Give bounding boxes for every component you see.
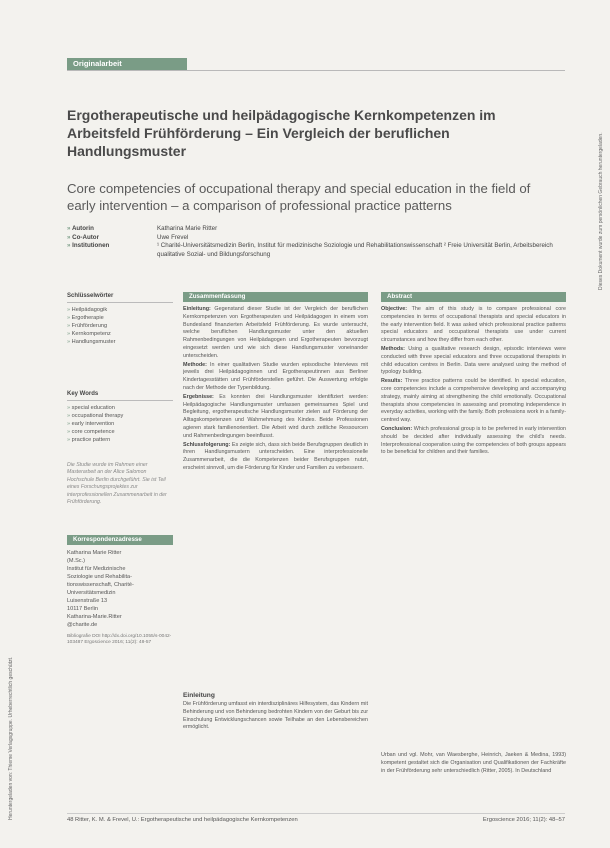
keyword-item: » occupational therapy <box>67 412 173 420</box>
address-line: @charite.de <box>67 622 98 628</box>
keyword-item: » practice pattern <box>67 436 173 444</box>
correspondence-heading: Korrespondenzadresse <box>67 535 173 545</box>
correspondence-box <box>67 535 173 647</box>
address-line: Katharina Marie Ritter <box>67 550 122 556</box>
keyword-item: » Kernkompetenz <box>67 330 173 338</box>
keyword-item: » Heilpädagogik <box>67 306 173 314</box>
article-title-en: Core competencies of occupational therapy and special education in the field of early intervention – a comparison of professional practice patterns <box>67 181 531 213</box>
keyword-item: » Frühförderung <box>67 322 173 330</box>
meta-value: Uwe Frevel <box>157 233 189 241</box>
summary-paragraph: Schlussfolgerung: Es zeigte sich, dass sich beide Berufsgruppen deutlich in ihren Handlungsmustern unterscheiden. Eine interprofessionelle Zusammenarbeit, die die Kompetenzen beider Berufsgruppen nutzt, erscheint sinnvoll, um die Förderung für Kinder und Familien zu verbessern. <box>183 441 368 471</box>
address-line: tionswissenschaft, Charité- <box>67 582 134 588</box>
address-line: (M.Sc.) <box>67 558 86 564</box>
schluesselwoerter-heading: Schlüsselwörter <box>67 292 173 303</box>
correspondence-address <box>67 549 173 647</box>
address-line: Universitätsmedizin <box>67 590 116 596</box>
abstract-paragraph: Results: Three practice patterns could be identified. In special education, core competencies include a comprehensive developing and accompanying strategy, mainly aiming at strengthening the child emotionally. Occupational therapists show competencies in assessing and promoting independence in everyday activities, working with the family. Both professions work in a family-centred way. <box>381 378 566 424</box>
meta-row-institutions <box>67 242 567 259</box>
summary-paragraph: Ergebnisse: Es konnten drei Handlungsmuster identifiziert werden: Heilpädagogische Handlungsmuster umfassen gemeinsames Spiel und Begleitung, ergotherapeutische Handlungsmuster zielen auf Förderung der Alltagskompetenzen und Wahrnehmung des Kindes. Beide Professionen agieren stark familienorientiert. Die Arbeit wird durch zeitliche Ressourcen und Rahmenbedingungen beeinflusst. <box>183 393 368 439</box>
article-title-de: Ergotherapeutische und heilpädagogische Kernkompetenzen im Arbeitsfeld Frühförderung – Ein Vergleich der beruflichen Handlungsmuster <box>67 107 496 159</box>
author-meta <box>67 225 567 259</box>
zusammenfassung-heading: Zusammenfassung <box>183 292 368 302</box>
keyword-item: » Ergotherapie <box>67 314 173 322</box>
keyword-item: » early intervention <box>67 420 173 428</box>
side-text-right: Dieses Dokument wurde zum persönlichen Gebrauch heruntergeladen. <box>598 132 604 290</box>
einleitung-section <box>183 692 368 732</box>
abstract-paragraph: Methods: Using a qualitative research design, episodic interviews were conducted with three special educators and three occupational therapists in child education centres in Berlin. Data were analysed using the method of typology building. <box>381 345 566 376</box>
zusammenfassung-body <box>183 306 368 706</box>
side-text-left: Heruntergeladen von: Thieme Verlagsgruppe. Urheberrechtlich geschützt. <box>8 656 14 820</box>
abstract-paragraph: Objective: The aim of this study is to compare professional core competencies in terms of occupational therapists and special educators in the early intervention field. It was asked which professional practice patterns special educators and occupational therapists use under current circumstances and how they differ from each other. <box>381 306 566 344</box>
section-tag: Originalarbeit <box>67 58 187 70</box>
zusammenfassung-section <box>183 292 368 706</box>
abstract-heading: Abstract <box>381 292 566 302</box>
summary-paragraph: Methode: In einer qualitativen Studie wurden episodische Interviews mit jeweils drei Heilpädagoginnen und Ergotherapeutinnen aus Berliner Kindertagesstätten und Frühförderstellen geführt. Die Auswertung erfolgte nach der Methode der Typenbildung. <box>183 361 368 391</box>
page-footer <box>67 813 565 823</box>
einleitung-body: Die Frühförderung umfasst ein interdisziplinäres Hilfesystem, das Kindern mit Behinderung und von Behinderung bedrohten Kindern von der Geburt bis zur Einschulung Entwicklungschancen sowie Teilhabe an den Lebensbereichen ermöglicht. <box>183 701 368 731</box>
meta-label: » Co-Autor <box>67 234 157 243</box>
address-line: Katharina-Marie.Ritter <box>67 614 122 620</box>
footer-journal: Ergoscience 2016; 11(2): 48–57 <box>482 817 565 823</box>
meta-row-coauthor <box>67 234 567 243</box>
abstract-section <box>381 292 566 756</box>
footer-citation: 48 Ritter, K. M. & Frevel, U.: Ergotherapeutische und heilpädagogische Kernkompetenzen <box>67 817 298 823</box>
keywords-heading: Key Words <box>67 390 173 401</box>
abstract-body <box>381 306 566 756</box>
top-rule <box>67 70 565 71</box>
bibliography-doi: Bibliografie DOI http://dx.doi.org/10.1055/s-0042-103487 Ergoscience 2016; 11(2): 48-57 <box>67 634 172 646</box>
keyword-item: » core competence <box>67 428 173 436</box>
summary-paragraph: Einleitung: Gegenstand dieser Studie ist der Vergleich der beruflichen Kernkompetenzen von Ergotherapeuten und Heilpädagogen in einem vom Bundesland finanzierten Arbeitsfeld Frühförderung. Es wurde untersucht, welche beruflichen Handlungsmuster unter den aktuellen Rahmenbedingungen von Heilpädagogen und Ergotherapeuten bevorzugt eingesetzt werden und wie sich diese Handlungsmuster voneinander unterscheiden. <box>183 306 368 359</box>
study-note: Die Studie wurde im Rahmen einer Masterarbeit an der Alice Salomon Hochschule Berlin durchgeführt. Sie ist Teil eines Forschungsprojektes zur interprofessionellen Zusammenarbeit in der Frühförderung. <box>67 462 167 506</box>
keyword-item: » special education <box>67 404 173 412</box>
body-text-right: Urban und vgl. Mohr, van Waesberghe, Heinrich, Jaeken & Medina, 1993) kompetent gestaltet sich die Organisation und Qualifikationen der Fachkräfte in der Frühförderung sehr unterschiedlich (Ritter, 2005). In Deutschland <box>381 752 566 774</box>
schluesselwoerter-box <box>67 292 173 346</box>
meta-value: Katharina Marie Ritter <box>157 225 218 232</box>
address-line: Soziologie und Rehabilita- <box>67 574 132 580</box>
meta-label: » Institutionen <box>67 242 157 259</box>
meta-label: » Autorin <box>67 225 157 234</box>
einleitung-heading: Einleitung <box>183 692 215 699</box>
meta-row-authors <box>67 225 567 234</box>
keyword-item: » Handlungsmuster <box>67 338 173 346</box>
address-line: Institut für Medizinische <box>67 566 126 572</box>
keywords-box <box>67 390 173 444</box>
meta-value: ¹ Charité-Universitätsmedizin Berlin, Institut für medizinische Soziologie und Rehabilitationswissenschaft ² Freie Universität Berlin, Arbeitsbereich qualitative Sozial- und Bildungsforschung <box>157 242 553 258</box>
address-line: Luisenstraße 13 <box>67 598 108 604</box>
abstract-paragraph: Conclusion: Which professional group is to be preferred in early intervention should be decided after individually assessing the child's needs. Interprofessional cooperation using the competencies of both groups appears to be beneficial for children and their families. <box>381 425 566 456</box>
address-line: 10117 Berlin <box>67 606 98 612</box>
